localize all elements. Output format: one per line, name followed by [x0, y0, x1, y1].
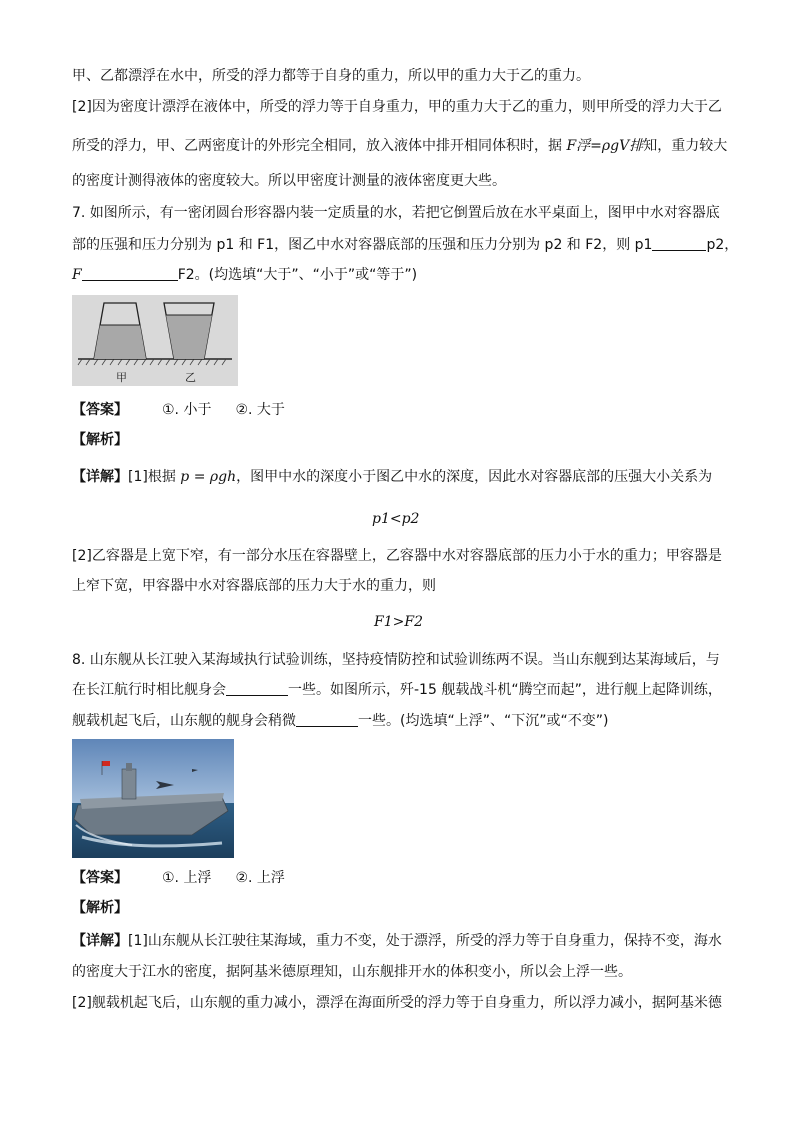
figure-label-yi: 乙 — [185, 371, 196, 384]
detail-tag: 【详解】 — [72, 469, 128, 485]
detail-tag: 【详解】 — [72, 933, 128, 949]
answer-1: ①. 上浮 — [162, 870, 212, 886]
buoyancy-formula: F浮=ρgV排 — [566, 138, 644, 154]
detail-line: 上窄下宽，甲容器中水对容器底部的压力大于水的重力，则 — [72, 578, 436, 594]
containers-figure — [72, 295, 238, 386]
text-line: 的密度计测得液体的密度较大。所以甲密度计测量的液体密度更大些。 — [72, 173, 506, 189]
detail-line: 【详解】[1]山东舰从长江驶往某海域，重力不变，处于漂浮，所受的浮力等于自身重力，保持不变，海水 — [72, 933, 722, 949]
question-8-text: 舰载机起飞后，山东舰的舰身会稍微 一些。(均选填“上浮”、“下沉”或“不变”) — [72, 713, 609, 729]
figure-label-jia: 甲 — [116, 371, 127, 384]
pressure-formula: p = ρgh — [180, 469, 237, 485]
text-line: [2]因为密度计漂浮在液体中，所受的浮力等于自身重力，甲的重力大于乙的重力，则甲所受的浮力大于乙 — [72, 99, 722, 115]
detail-line: [2]舰载机起飞后，山东舰的重力减小，漂浮在海面所受的浮力等于自身重力，所以浮力减小，据阿基米德 — [72, 995, 722, 1011]
answer-2: ②. 上浮 — [235, 870, 285, 886]
detail-line: 【详解】[1]根据 p = ρgh，图甲中水的深度小于图乙中水的深度，因此水对容器底部的压强大小关系为 — [72, 469, 713, 485]
answer-blank — [82, 266, 178, 281]
flag — [102, 761, 110, 766]
answer-blank — [296, 712, 358, 727]
text-line: 所受的浮力，甲、乙两密度计的外形完全相同，放入液体中排开相同体积时，据 F浮=ρgV排知，重力较大 — [72, 138, 728, 154]
answer-line — [72, 400, 285, 420]
aircraft-carrier-photo — [72, 739, 234, 858]
analysis-tag: 【解析】 — [72, 432, 128, 448]
question-7-text: 7. 如图所示，有一密闭圆台形容器内装一定质量的水，若把它倒置后放在水平桌面上，图甲中水对容器底 — [72, 205, 720, 221]
equation-f: F1>F2 — [374, 614, 423, 630]
detail-line: 的密度大于江水的密度，据阿基米德原理知，山东舰排开水的体积变小，所以会上浮一些。 — [72, 964, 632, 980]
answer-tag: 【答案】 — [72, 870, 128, 886]
answer-blank — [652, 236, 706, 251]
water-jia — [94, 325, 146, 359]
water-yi — [166, 315, 212, 359]
text-line: 甲、乙都漂浮在水中，所受的浮力都等于自身的重力，所以甲的重力大于乙的重力。 — [72, 68, 590, 84]
equation-p: p1<p2 — [372, 511, 420, 527]
answer-1: ①. 小于 — [162, 402, 212, 418]
answer-tag: 【答案】 — [72, 402, 128, 418]
analysis-tag: 【解析】 — [72, 900, 128, 916]
carrier-mast — [126, 763, 132, 771]
carrier-island — [122, 769, 136, 799]
answer-line — [72, 868, 285, 888]
question-7-text: 部的压强和压力分别为 p1 和 F1，图乙中水对容器底部的压强和压力分别为 p2 和 F2，则 p1 p2， — [72, 237, 739, 253]
question-8-text: 在长江航行时相比舰身会 一些。如图所示，歼-15 舰载战斗机“腾空而起”，进行舰上起降训练， — [72, 682, 722, 698]
answer-2: ②. 大于 — [235, 402, 285, 418]
detail-line: [2]乙容器是上宽下窄，有一部分水压在容器壁上，乙容器中水对容器底部的压力小于水的重力；甲容器是 — [72, 548, 722, 564]
answer-blank — [226, 681, 288, 696]
question-7-text: F F2。(均选填“大于”、“小于”或“等于”) — [72, 267, 418, 283]
question-8-text: 8. 山东舰从长江驶入某海域执行试验训练，坚持疫情防控和试验训练两不误。当山东舰到达某海域后，与 — [72, 652, 720, 668]
